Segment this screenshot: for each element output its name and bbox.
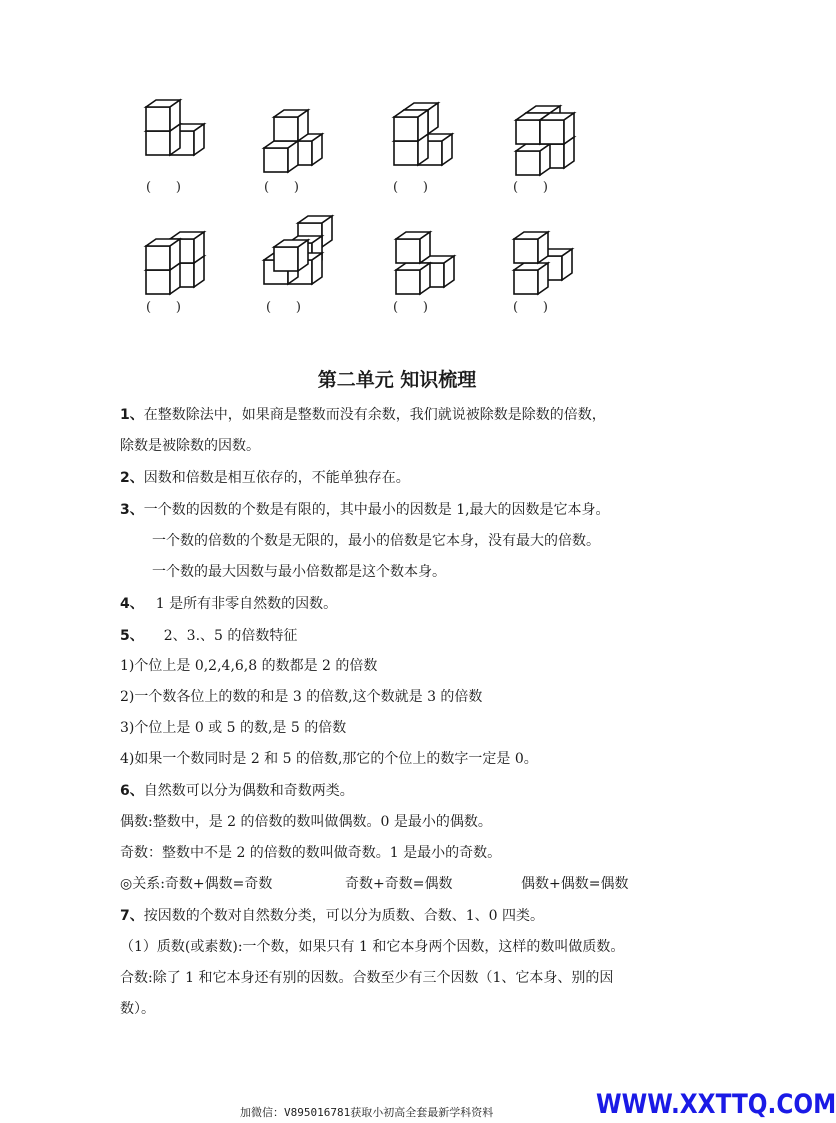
- cube-figure-6: [260, 212, 340, 292]
- item-6-a: [120, 811, 492, 831]
- cube-figure-5: [140, 222, 220, 302]
- item-7-text: 按因数的个数对自然数分类，可以分为质数、合数、1、0 四类。: [143, 908, 545, 924]
- answer-blank-8: ( ): [513, 300, 548, 315]
- item-3-text: 一个数的因数的个数是有限的，其中最小的因数是 1,最大的因数是它本身。: [143, 502, 610, 518]
- item-3-b: [152, 530, 600, 550]
- item-5-text: 2、3.、5 的倍数特征: [163, 628, 298, 644]
- item-4-number: 4、: [120, 596, 144, 612]
- item-5-b: [120, 686, 482, 706]
- footer-site-logo[interactable]: WWW.XXTTQ.COM: [596, 1089, 836, 1120]
- item-1: [120, 404, 606, 424]
- item-6-number: 6、: [120, 783, 144, 799]
- item-3-number: 3、: [120, 502, 144, 518]
- item-6: [120, 780, 354, 800]
- item-4-text: 1 是所有非零自然数的因数。: [155, 596, 338, 612]
- page-title: 第二单元 知识梳理: [317, 369, 477, 391]
- item-3-c-text: 一个数的最大因数与最小倍数都是这个数本身。: [152, 564, 446, 580]
- answer-blank-6: ( ): [266, 300, 301, 315]
- relation-odd-odd: 奇数+奇数=偶数: [345, 876, 453, 892]
- item-7-b-text: 合数:除了 1 和它本身还有别的因数。合数至少有三个因数（1、它本身、别的因: [120, 970, 614, 986]
- item-5-a-text: 1)个位上是 0,2,4,6,8 的数都是 2 的倍数: [120, 658, 378, 674]
- item-6-text: 自然数可以分为偶数和奇数两类。: [143, 783, 354, 799]
- item-7-number: 7、: [120, 908, 144, 924]
- item-5-c: [120, 717, 346, 737]
- item-7: [120, 905, 544, 925]
- cube-figure-3: [388, 100, 468, 180]
- item-2-number: 2、: [120, 470, 144, 486]
- item-3-b-text: 一个数的倍数的个数是无限的，最小的倍数是它本身，没有最大的倍数。: [152, 533, 600, 549]
- item-2-text: 因数和倍数是相互依存的，不能单独存在。: [143, 470, 410, 486]
- item-6-b-text: 奇数：整数中不是 2 的倍数的数叫做奇数。1 是最小的奇数。: [120, 845, 502, 861]
- item-5-b-text: 2)一个数各位上的数的和是 3 的倍数,这个数就是 3 的倍数: [120, 689, 483, 705]
- answer-blank-7: ( ): [393, 300, 428, 315]
- answer-blank-1: ( ): [146, 180, 181, 195]
- item-3: [120, 499, 610, 519]
- cube-figure-2: [258, 100, 338, 180]
- relation-odd-even: ◎关系:奇数+偶数=奇数: [120, 876, 273, 892]
- item-7-c: [120, 998, 155, 1018]
- item-5-d: [120, 748, 538, 768]
- item-1-cont: [120, 435, 260, 455]
- item-6-a-text: 偶数:整数中，是 2 的倍数的数叫做偶数。0 是最小的偶数。: [120, 814, 492, 830]
- item-7-a: [120, 936, 624, 956]
- item-1-text: 在整数除法中，如果商是整数而没有余数，我们就说被除数是除数的倍数，: [143, 407, 606, 423]
- item-7-a-text: （1）质数(或素数):一个数，如果只有 1 和它本身两个因数，这样的数叫做质数。: [120, 939, 625, 955]
- item-4: [120, 593, 337, 613]
- cube-figure-8: [508, 222, 588, 302]
- relations-line: [120, 873, 628, 893]
- item-7-c-text: 数）。: [120, 1001, 155, 1017]
- relation-even-even: 偶数+偶数=偶数: [521, 876, 629, 892]
- cube-figure-7: [390, 222, 470, 302]
- item-2: [120, 467, 410, 487]
- item-5: [120, 625, 297, 645]
- item-6-b: [120, 842, 501, 862]
- item-3-c: [152, 561, 446, 581]
- item-5-number: 5、: [120, 628, 144, 644]
- answer-blank-3: ( ): [393, 180, 428, 195]
- item-7-b: [120, 967, 613, 987]
- cube-figure-4: [510, 100, 590, 180]
- cube-figure-1: [140, 100, 220, 180]
- item-5-d-text: 4)如果一个数同时是 2 和 5 的倍数,那它的个位上的数字一定是 0。: [120, 751, 538, 767]
- item-1-cont-text: 除数是被除数的因数。: [120, 438, 260, 454]
- answer-blank-5: ( ): [146, 300, 181, 315]
- answer-blank-2: ( ): [264, 180, 299, 195]
- item-1-number: 1、: [120, 407, 144, 423]
- footer-wechat-note: 加微信：V895016781获取小初高全套最新学科资料: [240, 1106, 494, 1119]
- item-5-a: [120, 655, 377, 675]
- item-5-c-text: 3)个位上是 0 或 5 的数,是 5 的倍数: [120, 720, 347, 736]
- answer-blank-4: ( ): [513, 180, 548, 195]
